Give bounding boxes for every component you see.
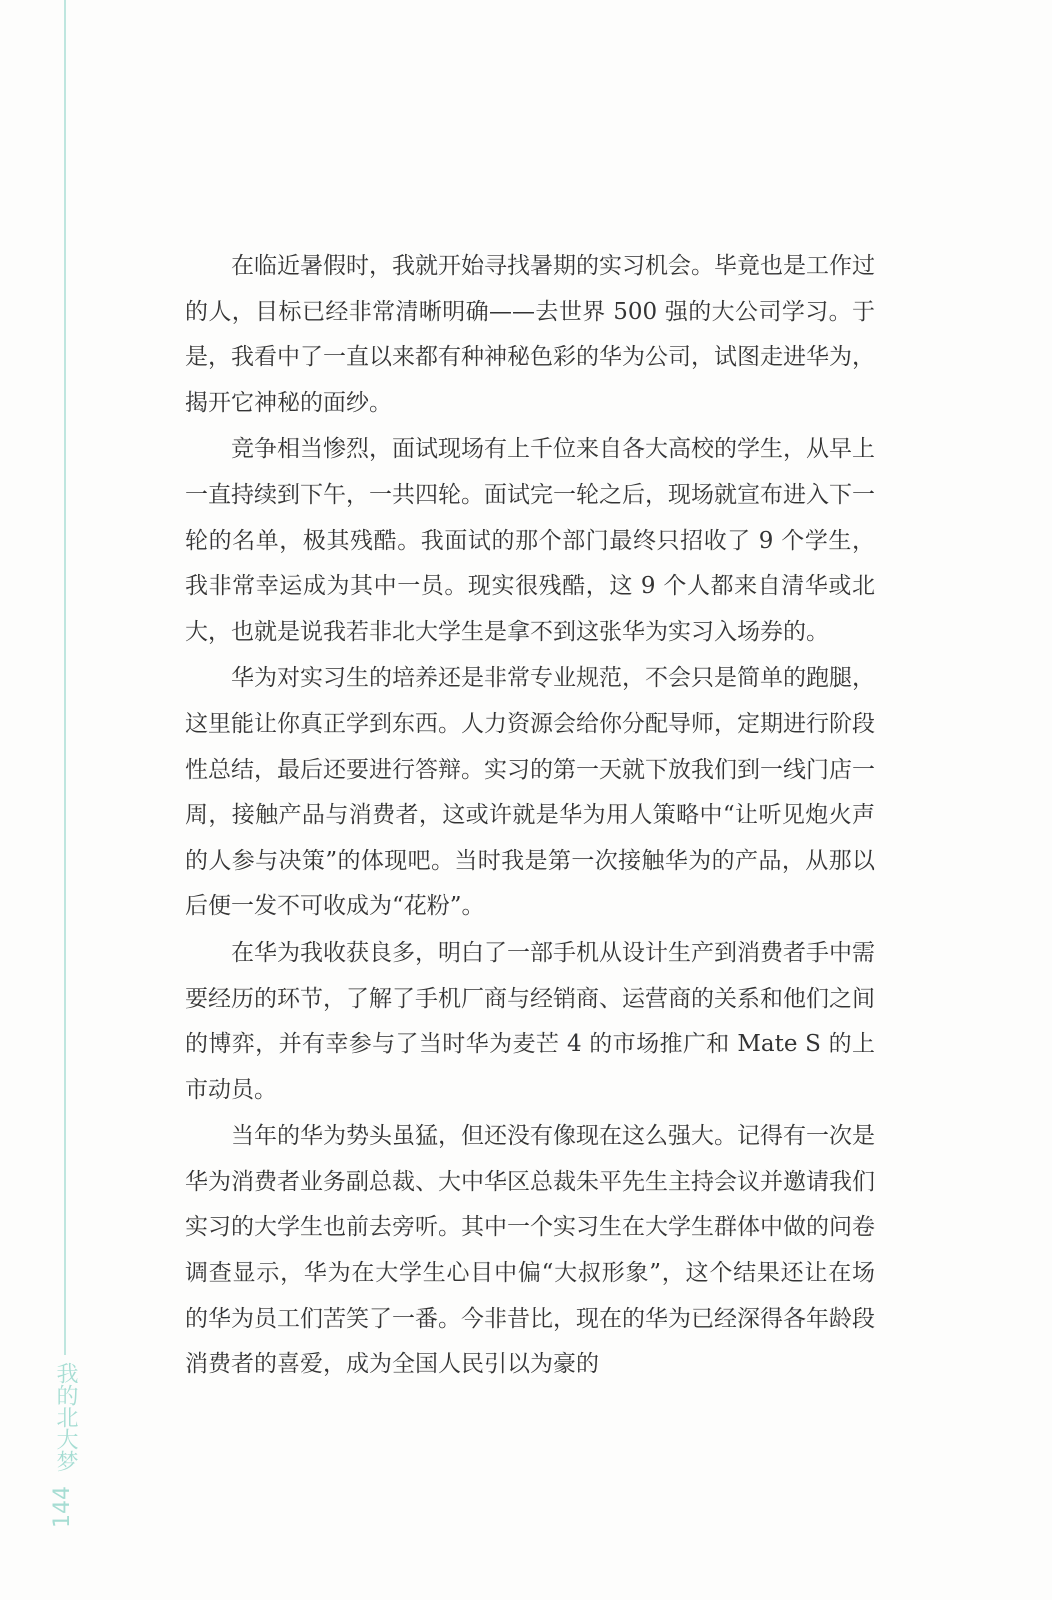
paragraph-2: 竞争相当惨烈，面试现场有上千位来自各大高校的学生，从早上一直持续到下午，一共四轮。面试完一轮之后，现场就宣布进入下一轮的名单，极其残酷。我面试的那个部门最终只招收了 9 个学生，我非常幸运成为其中一员。现实很残酷，这 9 个人都来自清华或北大，也就是说我若非北大学生是拿不到这张华为实习入场券的。 [185,436,875,645]
running-title: 我的北大梦 [53,1362,78,1472]
page-number: 144 [50,1486,75,1528]
paragraph-4: 在华为我收获良多，明白了一部手机从设计生产到消费者手中需要经历的环节，了解了手机厂商与经销商、运营商的关系和他们之间的博弈，并有幸参与了当时华为麦芒 4 的市场推广和 Mate S 的上市动员。 [185,939,875,1103]
body-text [185,244,875,1389]
paragraph-5: 当年的华为势头虽猛，但还没有像现在这么强大。记得有一次是华为消费者业务副总裁、大中华区总裁朱平先生主持会议并邀请我们实习的大学生也前去旁听。其中一个实习生在大学生群体中做的问卷调查显示，华为在大学生心目中偏“大叔形象”，这个结果还让在场的华为员工们苦笑了一番。今非昔比，现在的华为已经深得各年龄段消费者的喜爱，成为全国人民引以为豪的 [185,1123,875,1378]
paragraph-3: 华为对实习生的培养还是非常专业规范，不会只是简单的跑腿，这里能让你真正学到东西。人力资源会给你分配导师，定期进行阶段性总结，最后还要进行答辩。实习的第一天就下放我们到一线门店一周，接触产品与消费者，这或许就是华为用人策略中“让听见炮火声的人参与决策”的体现吧。当时我是第一次接触华为的产品，从那以后便一发不可收成为“花粉”。 [185,665,875,920]
margin-rule [64,0,66,1355]
paragraph-1: 在临近暑假时，我就开始寻找暑期的实习机会。毕竟也是工作过的人，目标已经非常清晰明确——去世界 500 强的大公司学习。于是，我看中了一直以来都有种神秘色彩的华为公司，试图走进华为，揭开它神秘的面纱。 [185,253,875,416]
